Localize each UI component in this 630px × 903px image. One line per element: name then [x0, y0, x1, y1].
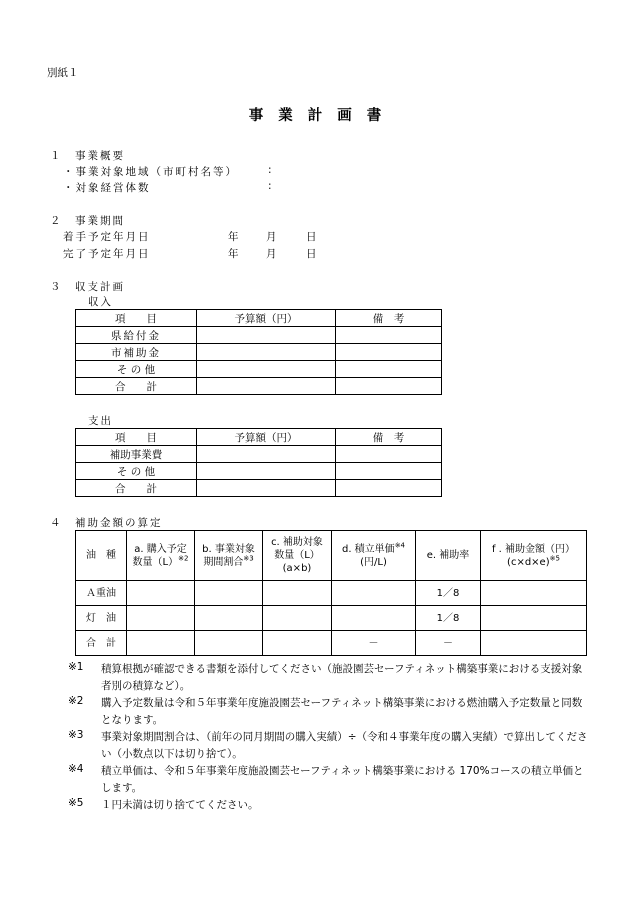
- note-mark: ※5: [68, 797, 84, 809]
- a-cell[interactable]: [127, 606, 195, 631]
- table-header-row: [76, 531, 587, 581]
- oil-type-cell: Ａ重油: [76, 581, 127, 606]
- table-header-row: [76, 429, 442, 446]
- start-day: 日: [306, 231, 317, 243]
- section-4-heading: ４ 補助金額の算定: [50, 517, 163, 529]
- header-d: [332, 531, 416, 581]
- end-month: 月: [266, 248, 277, 260]
- b-cell[interactable]: [195, 631, 263, 656]
- f-cell[interactable]: [481, 606, 587, 631]
- area-label: ・事業対象地域（市町村名等）: [63, 166, 238, 178]
- header-a-text: 数量（L）: [132, 556, 179, 568]
- header-f-text: (c×d×e): [507, 556, 550, 568]
- income-table: [75, 309, 442, 395]
- header-note: 備 考: [336, 429, 442, 446]
- header-f-line1: f . 補助金額（円）: [491, 543, 576, 555]
- note-text: 積算根拠が確認できる書類を添付してください（施設園芸セーフティネット構築事業における支援対象者別の積算など）。: [101, 663, 583, 692]
- note-text: 事業対象期間割合は、（前年の同月期間の購入実績）÷（令和４事業年度の購入実績）で算出してください（小数点以下は切り捨て）。: [101, 731, 588, 760]
- row-label: 合 計: [76, 480, 197, 497]
- note-cell[interactable]: [336, 480, 442, 497]
- start-date-label: 着手予定年月日: [63, 231, 151, 243]
- header-item: 項 目: [76, 429, 197, 446]
- c-cell[interactable]: [263, 606, 332, 631]
- budget-cell[interactable]: [197, 480, 336, 497]
- header-a-line2: [127, 556, 194, 569]
- note-mark: ※2: [68, 695, 84, 707]
- oil-type-cell: 灯 油: [76, 606, 127, 631]
- end-day: 日: [306, 248, 317, 260]
- table-row: [76, 631, 587, 656]
- table-row: [76, 327, 442, 344]
- table-row: [76, 344, 442, 361]
- f-cell[interactable]: [481, 581, 587, 606]
- table-row: [76, 606, 587, 631]
- budget-cell[interactable]: [197, 446, 336, 463]
- f-cell[interactable]: [481, 631, 587, 656]
- row-label: 市補助金: [76, 344, 197, 361]
- section-3-heading: ３ 収支計画: [50, 281, 125, 293]
- section-1-heading: １ 事業概要: [50, 150, 125, 162]
- d-cell[interactable]: [332, 581, 416, 606]
- table-row: [76, 378, 442, 395]
- note-text: １円未満は切り捨ててください。: [101, 799, 259, 811]
- expense-label: 支出: [88, 415, 113, 427]
- table-row: [76, 480, 442, 497]
- note-ref-2: ※2: [178, 554, 189, 563]
- note-mark: ※4: [68, 763, 84, 775]
- count-colon: :: [268, 180, 272, 192]
- row-label: 県給付金: [76, 327, 197, 344]
- end-year: 年: [228, 248, 239, 260]
- table-row: [76, 463, 442, 480]
- expense-table: [75, 428, 442, 497]
- row-label: そ の 他: [76, 463, 197, 480]
- e-cell: －: [416, 631, 481, 656]
- section-2-heading: ２ 事業期間: [50, 215, 125, 227]
- header-b-line1: b. 事業対象: [202, 543, 255, 555]
- c-cell[interactable]: [263, 581, 332, 606]
- note-mark: ※3: [68, 729, 84, 741]
- header-b: [195, 531, 263, 581]
- end-date-label: 完了予定年月日: [63, 248, 151, 260]
- b-cell[interactable]: [195, 581, 263, 606]
- budget-cell[interactable]: [197, 463, 336, 480]
- subsidy-calc-table: [75, 530, 587, 656]
- e-cell: 1／8: [416, 581, 481, 606]
- area-colon: :: [268, 164, 272, 176]
- note-cell[interactable]: [336, 344, 442, 361]
- budget-cell[interactable]: [197, 378, 336, 395]
- header-d-text: d. 積立単価: [341, 543, 395, 555]
- budget-cell[interactable]: [197, 327, 336, 344]
- table-header-row: [76, 310, 442, 327]
- header-c: [263, 531, 332, 581]
- table-row: [76, 446, 442, 463]
- budget-cell[interactable]: [197, 361, 336, 378]
- note-cell[interactable]: [336, 446, 442, 463]
- note-ref-5: ※5: [549, 554, 560, 563]
- header-b-text: 期間割合: [203, 556, 244, 568]
- note-cell[interactable]: [336, 378, 442, 395]
- header-f: [481, 531, 587, 581]
- note-text: 積立単価は、令和５年事業年度施設園芸セーフティネット構築事業における 170%コースの積立単価とします。: [101, 765, 584, 794]
- note-cell[interactable]: [336, 361, 442, 378]
- note-ref-3: ※3: [243, 554, 254, 563]
- row-label: 合 計: [76, 378, 197, 395]
- header-b-line2: [195, 556, 262, 569]
- c-cell[interactable]: [263, 631, 332, 656]
- header-f-line2: [481, 556, 586, 569]
- header-budget: 予算額（円）: [197, 429, 336, 446]
- table-row: [76, 361, 442, 378]
- header-budget: 予算額（円）: [197, 310, 336, 327]
- header-d-line1: [332, 543, 415, 556]
- header-d-line2: (円/L): [360, 556, 387, 568]
- page-title: 事業計画書: [248, 108, 397, 124]
- income-label: 収入: [88, 296, 113, 308]
- row-label: 補助事業費: [76, 446, 197, 463]
- header-c-line2: 数量（L）: [274, 550, 320, 561]
- header-oil: 油 種: [76, 531, 127, 581]
- budget-cell[interactable]: [197, 344, 336, 361]
- header-c-line1: c. 補助対象: [271, 537, 323, 548]
- header-a-line1: a. 購入予定: [134, 543, 187, 555]
- d-cell[interactable]: [332, 606, 416, 631]
- attachment-label: 別紙１: [47, 67, 79, 79]
- note-mark: ※1: [68, 661, 84, 673]
- header-item: 項 目: [76, 310, 197, 327]
- header-e: e. 補助率: [416, 531, 481, 581]
- start-year: 年: [228, 231, 239, 243]
- start-month: 月: [266, 231, 277, 243]
- a-cell[interactable]: [127, 581, 195, 606]
- d-cell: －: [332, 631, 416, 656]
- count-label: ・対象経営体数: [63, 182, 151, 194]
- table-row: [76, 581, 587, 606]
- header-a: [127, 531, 195, 581]
- row-label: そ の 他: [76, 361, 197, 378]
- note-text: 購入予定数量は令和５年事業年度施設園芸セーフティネット構築事業における燃油購入予定数量と同数となります。: [101, 697, 583, 726]
- note-cell[interactable]: [336, 327, 442, 344]
- b-cell[interactable]: [195, 606, 263, 631]
- header-c-line3: (a×b): [282, 563, 312, 574]
- note-ref-4: ※4: [394, 541, 406, 550]
- total-label-cell: 合 計: [76, 631, 127, 656]
- note-cell[interactable]: [336, 463, 442, 480]
- header-note: 備 考: [336, 310, 442, 327]
- e-cell: 1／8: [416, 606, 481, 631]
- a-cell[interactable]: [127, 631, 195, 656]
